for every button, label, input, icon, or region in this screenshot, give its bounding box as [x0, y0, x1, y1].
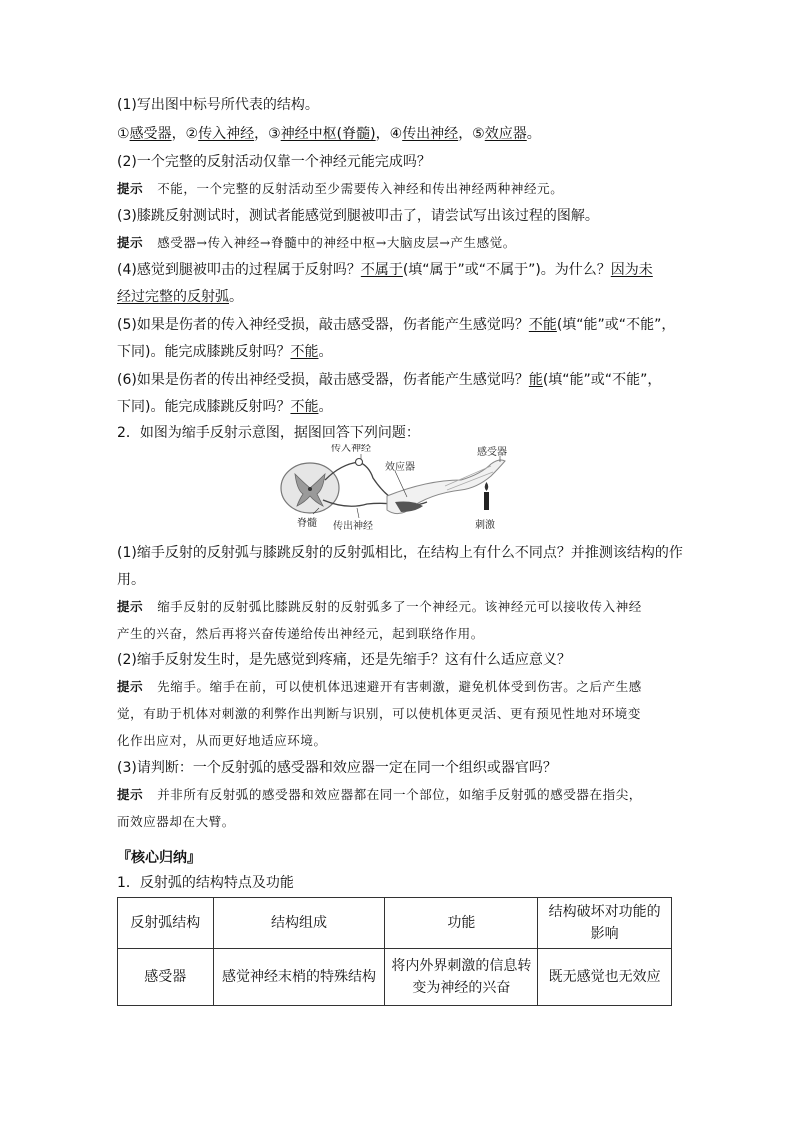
table-header-cell: 结构组成	[213, 898, 385, 949]
q6-line-1	[117, 371, 661, 389]
s2q3-hint-text-1: 并非所有反射弧的感受器和效应器都在同一个部位，如缩手反射弧的感受器在指尖，	[157, 787, 642, 802]
q1-num-1: ①	[117, 126, 130, 142]
q5-end: 。	[318, 344, 333, 360]
q5-text-2: 下同)。能完成膝跳反射吗？	[117, 344, 291, 360]
q5-text-mid: (填“能”或“不能”，	[556, 317, 676, 333]
core-item-1: 1．反射弧的结构特点及功能	[117, 875, 294, 891]
s2q1-line-1: (1)缩手反射的反射弧与膝跳反射的反射弧相比，在结构上有什么不同点？并推测该结构的作	[117, 545, 683, 561]
stimulus-flame-icon	[484, 482, 489, 510]
table-header-cell: 反射弧结构	[118, 898, 214, 949]
q1-answer-line	[117, 125, 541, 143]
table-row	[118, 949, 672, 1006]
hint-tag: 提示	[117, 679, 144, 694]
label-receptor: 感受器	[477, 447, 507, 458]
label-efferent-nerve: 传出神经	[333, 521, 373, 532]
hint-tag: 提示	[117, 599, 144, 614]
q4-text-mid: (填“属于”或“不属于”)。为什么？	[402, 262, 611, 278]
q1-num-2: ，②	[171, 126, 199, 142]
table-header-row	[118, 898, 672, 949]
q4-answer-1: 不属于	[360, 262, 403, 278]
label-stimulus: 刺激	[475, 520, 495, 531]
q6-end: 。	[318, 399, 333, 415]
s2q2-hint-text-1: 先缩手。缩手在前，可以使机体迅速避开有害刺激，避免机体受到伤害。之后产生感	[157, 679, 642, 694]
q6-text-2: 下同)。能完成膝跳反射吗？	[117, 399, 291, 415]
s2q1-hint-2: 产生的兴奋，然后再将兴奋传递给传出神经元，起到联络作用。	[117, 626, 484, 641]
q3-hint-text: 感受器→传入神经→脊髓中的神经中枢→大脑皮层→产生感觉。	[157, 235, 516, 250]
q5-text: (5)如果是伤者的传入神经受损，敲击感受器，伤者能产生感觉吗？	[117, 317, 529, 333]
q5-line-2	[117, 343, 332, 361]
reflex-arc-table	[117, 897, 672, 1006]
table-header-cell: 功能	[385, 898, 538, 949]
q1-num-3: ，③	[254, 126, 281, 142]
q1-answer-1: 感受器	[129, 126, 172, 142]
s2q1-hint-text-1: 缩手反射的反射弧比膝跳反射的反射弧多了一个神经元。该神经元可以接收传入神经	[157, 599, 642, 614]
s2q3-hint-2: 而效应器却在大臂。	[117, 814, 235, 829]
label-spinal-cord: 脊髓	[297, 518, 317, 529]
s2q3-question: (3)请判断：一个反射弧的感受器和效应器一定在同一个组织或器官吗？	[117, 760, 557, 776]
q4-answer-2b: 经过完整的反射弧	[117, 289, 229, 305]
q5-line-1	[117, 316, 675, 334]
q4-answer-2a: 因为未	[610, 262, 653, 278]
table-cell: 感觉神经末梢的特殊结构	[213, 949, 385, 1006]
q6-line-2	[117, 398, 332, 416]
q6-answer-2: 不能	[290, 399, 319, 415]
q4-line-2	[117, 288, 243, 306]
q2-hint-text: 不能，一个完整的反射活动至少需要传入神经和传出神经两种神经元。	[157, 181, 564, 196]
hint-tag: 提示	[117, 235, 144, 250]
q1-end: 。	[526, 126, 541, 142]
s2q1-line-2: 用。	[117, 572, 145, 588]
q1-answer-5: 效应器	[484, 126, 527, 142]
q2-question: (2)一个完整的反射活动仅靠一个神经元能完成吗？	[117, 154, 431, 170]
q3-question: (3)膝跳反射测试时，测试者能感觉到腿被叩击了，请尝试写出该过程的图解。	[117, 208, 599, 224]
s2q2-hint-1	[117, 678, 642, 696]
s2q1-hint-1	[117, 598, 642, 616]
label-afferent-nerve: 传入神经	[331, 444, 371, 454]
table-cell: 将内外界刺激的信息转变为神经的兴奋	[385, 949, 538, 1006]
core-summary-label: 『核心归纳』	[117, 850, 201, 866]
q1-num-4: ，④	[375, 126, 403, 142]
q5-answer-1: 不能	[528, 317, 557, 333]
q1-title: (1)写出图中标号所代表的结构。	[117, 97, 319, 113]
q1-num-5: ，⑤	[458, 126, 485, 142]
table-cell: 感受器	[118, 949, 214, 1006]
spinal-cord-icon	[281, 463, 339, 513]
q4-end: 。	[229, 289, 243, 305]
section2-title: 2．如图为缩手反射示意图，据图回答下列问题：	[117, 425, 420, 441]
q4-line-1	[117, 261, 653, 279]
s2q2-hint-3: 化作出应对，从而更好地适应环境。	[117, 733, 327, 748]
q1-answer-4: 传出神经	[402, 126, 459, 142]
s2q2-hint-2: 觉，有助于机体对刺激的利弊作出判断与识别，可以使机体更灵活、更有预见性地对环境变	[117, 706, 642, 721]
q6-answer-1: 能	[528, 372, 543, 388]
hint-tag: 提示	[117, 787, 144, 802]
q6-text: (6)如果是伤者的传出神经受损，敲击感受器，伤者能产生感觉吗？	[117, 372, 529, 388]
q1-answer-3: 神经中枢(脊髓)	[280, 126, 376, 142]
withdrawal-reflex-figure	[277, 444, 513, 534]
table-header-cell: 结构破坏对功能的影响	[538, 898, 672, 949]
q2-hint	[117, 180, 563, 198]
q4-text: (4)感觉到腿被叩击的过程属于反射吗？	[117, 262, 361, 278]
q3-hint	[117, 234, 516, 252]
q1-answer-2: 传入神经	[198, 126, 255, 142]
q5-answer-2: 不能	[290, 344, 319, 360]
s2q3-hint-1	[117, 786, 642, 804]
hint-tag: 提示	[117, 181, 144, 196]
table-cell: 既无感觉也无效应	[538, 949, 672, 1006]
q6-text-mid: (填“能”或“不能”，	[542, 372, 662, 388]
label-effector: 效应器	[385, 462, 415, 473]
s2q2-question: (2)缩手反射发生时，是先感觉到疼痛，还是先缩手？这有什么适应意义？	[117, 652, 571, 668]
